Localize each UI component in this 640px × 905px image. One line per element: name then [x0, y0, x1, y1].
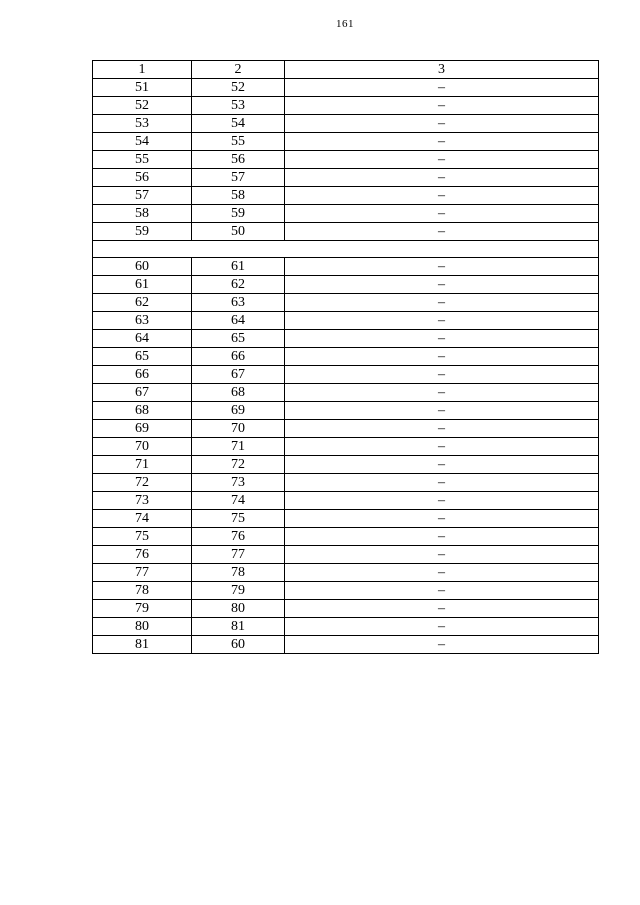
table-row [93, 636, 599, 654]
table-row [93, 115, 599, 133]
table-row [93, 97, 599, 115]
cell-col-1: 72 [93, 474, 192, 492]
table-row [93, 492, 599, 510]
cell-col-3: – [285, 366, 599, 384]
cell-col-2: 54 [192, 115, 285, 133]
cell-col-3: – [285, 348, 599, 366]
table-row [93, 187, 599, 205]
cell-col-1: 75 [93, 528, 192, 546]
table-row [93, 420, 599, 438]
cell-col-3: – [285, 97, 599, 115]
cell-col-1: 53 [93, 115, 192, 133]
cell-col-3: – [285, 420, 599, 438]
cell-col-2: 62 [192, 276, 285, 294]
cell-col-2: 78 [192, 564, 285, 582]
cell-col-1: 59 [93, 223, 192, 241]
table-row [93, 618, 599, 636]
cell-col-2: 71 [192, 438, 285, 456]
table-row [93, 223, 599, 241]
cell-col-2: 74 [192, 492, 285, 510]
cell-col-1: 79 [93, 600, 192, 618]
cell-col-3: – [285, 79, 599, 97]
cell-col-1: 80 [93, 618, 192, 636]
cell-col-1: 62 [93, 294, 192, 312]
cell-col-1: 61 [93, 276, 192, 294]
cell-col-3: – [285, 205, 599, 223]
cell-col-1: 54 [93, 133, 192, 151]
cell-col-2: 65 [192, 330, 285, 348]
table-row [93, 600, 599, 618]
table-row [93, 456, 599, 474]
cell-col-2: 76 [192, 528, 285, 546]
header-row [93, 61, 599, 79]
cell-col-1: 70 [93, 438, 192, 456]
cell-col-1: 63 [93, 312, 192, 330]
cell-col-2: 79 [192, 582, 285, 600]
table-row [93, 151, 599, 169]
cell-col-2: 77 [192, 546, 285, 564]
table-row [93, 438, 599, 456]
cell-col-3: – [285, 582, 599, 600]
cell-col-3: – [285, 510, 599, 528]
cell-col-2: 72 [192, 456, 285, 474]
cell-col-3: – [285, 636, 599, 654]
cell-col-1: 71 [93, 456, 192, 474]
cell-col-1: 51 [93, 79, 192, 97]
table-row [93, 582, 599, 600]
cell-col-2: 68 [192, 384, 285, 402]
cell-col-3: – [285, 546, 599, 564]
cell-col-1: 58 [93, 205, 192, 223]
cell-col-1: 69 [93, 420, 192, 438]
table-row [93, 384, 599, 402]
column-header-2: 2 [192, 61, 285, 79]
cell-col-2: 58 [192, 187, 285, 205]
cell-col-2: 60 [192, 636, 285, 654]
table-row [93, 312, 599, 330]
cell-col-3: – [285, 564, 599, 582]
cell-col-3: – [285, 456, 599, 474]
table-row [93, 546, 599, 564]
group-separator-cell [93, 241, 599, 258]
cell-col-2: 73 [192, 474, 285, 492]
cell-col-1: 66 [93, 366, 192, 384]
cell-col-3: – [285, 294, 599, 312]
cell-col-3: – [285, 600, 599, 618]
cell-col-3: – [285, 492, 599, 510]
cell-col-2: 64 [192, 312, 285, 330]
cell-col-3: – [285, 438, 599, 456]
table-row [93, 205, 599, 223]
cell-col-2: 59 [192, 205, 285, 223]
column-header-3: 3 [285, 61, 599, 79]
table-row [93, 474, 599, 492]
cell-col-3: – [285, 223, 599, 241]
cell-col-3: – [285, 402, 599, 420]
cell-col-1: 78 [93, 582, 192, 600]
table-row [93, 133, 599, 151]
cell-col-2: 56 [192, 151, 285, 169]
cell-col-2: 61 [192, 258, 285, 276]
table-row [93, 402, 599, 420]
data-table [92, 60, 599, 654]
cell-col-1: 57 [93, 187, 192, 205]
table-row [93, 348, 599, 366]
cell-col-3: – [285, 276, 599, 294]
column-header-1: 1 [93, 61, 192, 79]
cell-col-1: 77 [93, 564, 192, 582]
table-row [93, 564, 599, 582]
cell-col-2: 69 [192, 402, 285, 420]
cell-col-2: 57 [192, 169, 285, 187]
table-row [93, 366, 599, 384]
cell-col-1: 73 [93, 492, 192, 510]
cell-col-2: 67 [192, 366, 285, 384]
cell-col-3: – [285, 115, 599, 133]
cell-col-3: – [285, 528, 599, 546]
cell-col-2: 55 [192, 133, 285, 151]
table-body [93, 79, 599, 654]
cell-col-3: – [285, 151, 599, 169]
table-row [93, 258, 599, 276]
cell-col-3: – [285, 330, 599, 348]
cell-col-3: – [285, 474, 599, 492]
cell-col-1: 67 [93, 384, 192, 402]
cell-col-1: 64 [93, 330, 192, 348]
cell-col-3: – [285, 312, 599, 330]
table-row [93, 294, 599, 312]
cell-col-2: 81 [192, 618, 285, 636]
cell-col-3: – [285, 133, 599, 151]
cell-col-3: – [285, 384, 599, 402]
table-row [93, 510, 599, 528]
cell-col-1: 52 [93, 97, 192, 115]
cell-col-1: 56 [93, 169, 192, 187]
cell-col-2: 52 [192, 79, 285, 97]
cell-col-2: 70 [192, 420, 285, 438]
cell-col-1: 60 [93, 258, 192, 276]
cell-col-3: – [285, 169, 599, 187]
cell-col-1: 81 [93, 636, 192, 654]
table-row [93, 528, 599, 546]
table-row [93, 276, 599, 294]
cell-col-1: 55 [93, 151, 192, 169]
cell-col-1: 74 [93, 510, 192, 528]
cell-col-2: 80 [192, 600, 285, 618]
cell-col-1: 65 [93, 348, 192, 366]
cell-col-1: 76 [93, 546, 192, 564]
cell-col-2: 66 [192, 348, 285, 366]
cell-col-1: 68 [93, 402, 192, 420]
cell-col-2: 63 [192, 294, 285, 312]
cell-col-3: – [285, 187, 599, 205]
table-row [93, 79, 599, 97]
table-row [93, 330, 599, 348]
cell-col-2: 75 [192, 510, 285, 528]
cell-col-2: 50 [192, 223, 285, 241]
cell-col-2: 53 [192, 97, 285, 115]
cell-col-3: – [285, 618, 599, 636]
page-number: 161 [336, 18, 354, 30]
cell-col-3: – [285, 258, 599, 276]
table-row [93, 169, 599, 187]
group-separator-row [93, 241, 599, 258]
